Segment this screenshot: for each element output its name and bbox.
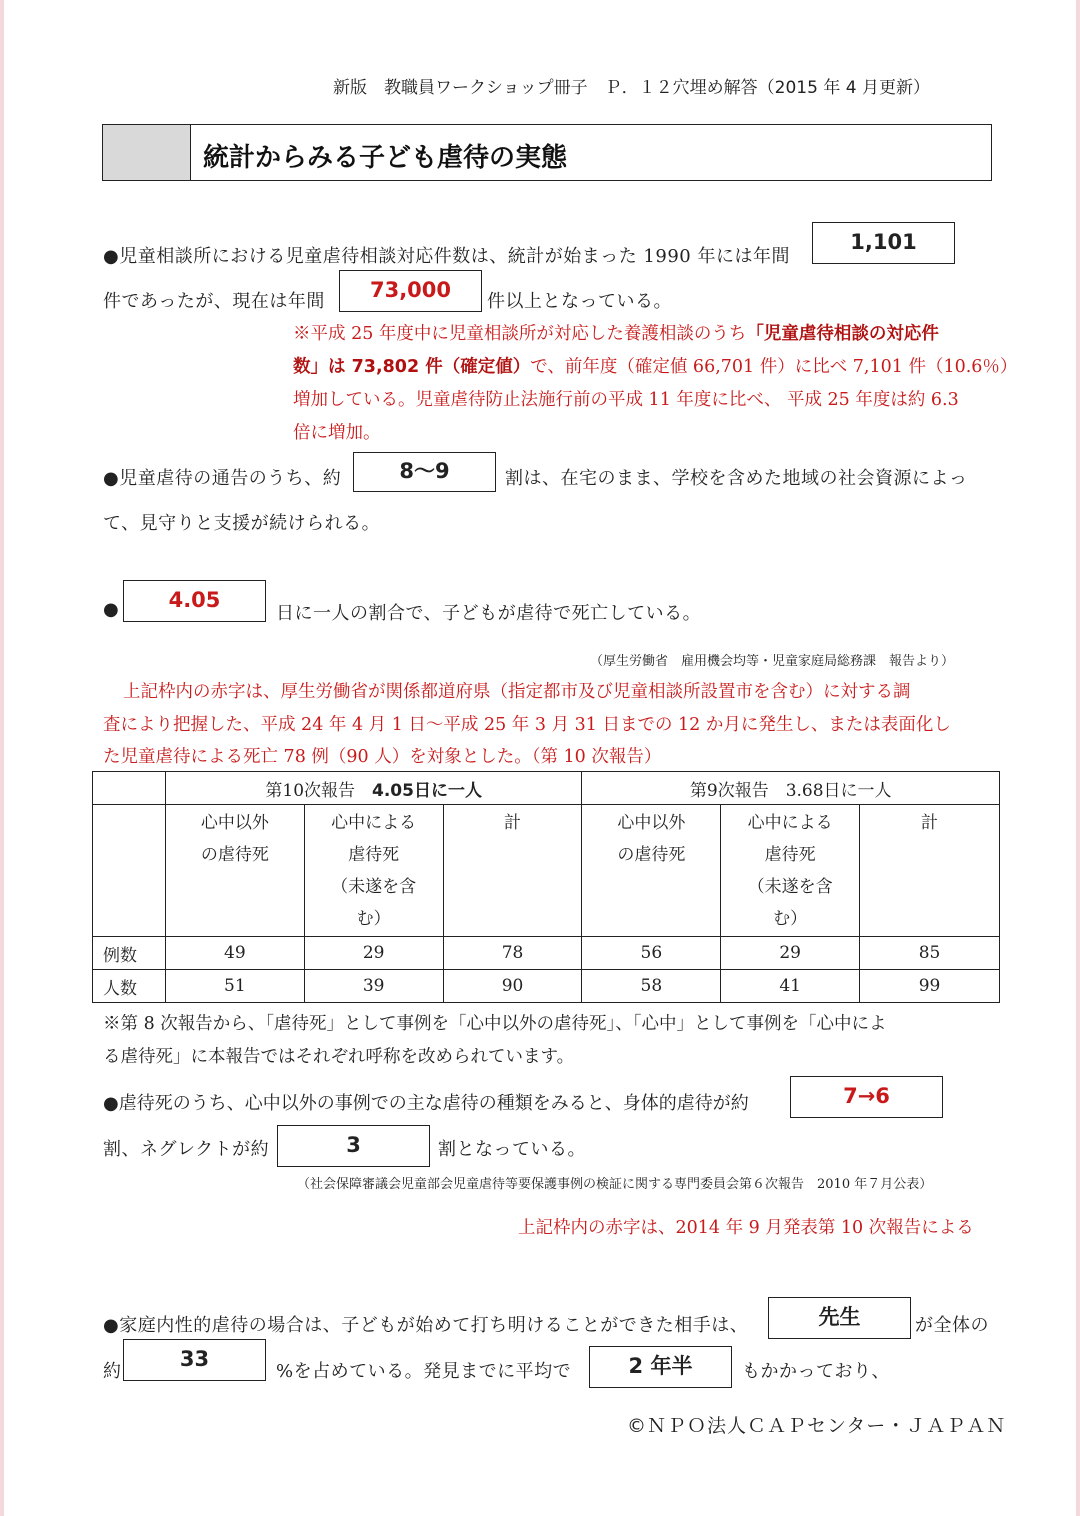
s5-line2c: もかかっており、 (742, 1361, 890, 1382)
table-cell: 29 (721, 937, 860, 970)
subheader-10-suicide (304, 805, 443, 937)
page-title: 統計からみる子ども虐待の実態 (203, 143, 568, 173)
s1-line2a: 件であったが、現在は年間 (103, 291, 325, 312)
s2-line1a: ●児童虐待の通告のうち、約 (103, 468, 342, 489)
answer-box-ratio: 8〜9 (353, 452, 496, 492)
s3-red2: 査により把握した、平成 24 年 4 月 1 日〜平成 25 年 3 月 31 日までの 12 か月に発生し、または表面化し (103, 715, 951, 735)
s4-red: 上記枠内の赤字は、2014 年 9 月発表第 10 次報告による (518, 1218, 974, 1238)
s3-red1: 上記枠内の赤字は、厚生労働省が関係都道府県（指定都市及び児童相談所設置市を含む）に対する調 (123, 682, 911, 702)
s1-note1a: ※平成 25 年度中に児童相談所が対応した養護相談のうち (293, 324, 747, 344)
sh-5-0: 計 (921, 813, 939, 833)
answer-box-percent: 33 (123, 1339, 266, 1381)
subheader-9-total (860, 805, 1000, 937)
sh-3-0: 心中以外 (617, 813, 686, 833)
s1-note-line3: 増加している。児童虐待防止法施行前の平成 11 年度に比べ、 平成 25 年度は約 6.3 (293, 390, 959, 410)
sh-4-1: 虐待死 (764, 845, 816, 865)
sh-1-0: 心中による (331, 813, 417, 833)
table-cell: 99 (860, 970, 1000, 1003)
s1-line2b: 件以上となっている。 (487, 291, 672, 312)
s1-note-line2 (293, 353, 1017, 378)
table-group-header-row (93, 772, 1000, 805)
table-subheader-row (93, 805, 1000, 937)
sh-1-1: 虐待死 (348, 845, 400, 865)
sh-3-1: の虐待死 (617, 845, 686, 865)
sh-0-0: 心中以外 (200, 813, 269, 833)
title-box (102, 124, 992, 181)
s5-line1a: ●家庭内性的虐待の場合は、子どもが始めて打ち明けることができた相手は、 (103, 1315, 749, 1336)
answer-box-physical: 7→6 (790, 1076, 943, 1118)
sh-1-2: （未遂を含 (331, 877, 417, 897)
s1-note2b: で、前年度（確定値 66,701 件）に比べ 7,101 件（10.6％） (530, 357, 1018, 377)
table-cell: 90 (443, 970, 582, 1003)
table-cell: 49 (165, 937, 304, 970)
table-row (93, 970, 1000, 1003)
answer-box-days: 4.05 (123, 580, 266, 622)
group1-bold: 4.05日に一人 (372, 780, 482, 801)
subheader-9-non-suicide (582, 805, 721, 937)
table-note2: る虐待死」に本報告ではそれぞれ呼称を改められています。 (103, 1047, 575, 1067)
table-cell: 29 (304, 937, 443, 970)
s3-line: 日に一人の割合で、子どもが虐待で死亡している。 (276, 603, 702, 624)
page-edge-left (0, 0, 4, 1516)
s4-line1: ●虐待死のうち、心中以外の事例での主な虐待の種類をみると、身体的虐待が約 (103, 1093, 749, 1114)
sh-2-0: 計 (504, 813, 521, 833)
answer-box-neglect: 3 (277, 1125, 430, 1167)
answer-box-1990: 1,101 (812, 222, 955, 264)
table-note1: ※第 8 次報告から、「虐待死」として事例を「心中以外の虐待死」、「心中」として事例を「心中によ (103, 1014, 887, 1034)
answer-box-confidant: 先生 (768, 1297, 911, 1339)
s1-note-line4: 倍に増加。 (293, 423, 381, 443)
s4-line2a: 割、ネグレクトが約 (103, 1139, 270, 1160)
subheader-10-non-suicide (165, 805, 304, 937)
table-cell: 58 (582, 970, 721, 1003)
table-corner-cell (93, 772, 166, 805)
s3-source: （厚生労働省 雇用機会均等・児童家庭局総務課 報告より） (590, 654, 955, 669)
s1-note1b: 「児童虐待相談の対応件 (746, 324, 939, 344)
s5-line2b: %を占めている。発見までに平均で (276, 1361, 572, 1382)
s5-line2a: 約 (103, 1361, 122, 1382)
s1-note2a: 数」は 73,802 件（確定値） (293, 357, 531, 377)
s2-line1b: 割は、在宅のまま、学校を含めた地域の社会資源によっ (505, 468, 968, 489)
sh-0-1: の虐待死 (200, 845, 269, 865)
table-cell: 41 (721, 970, 860, 1003)
s3-red3: た児童虐待による死亡 78 例（90 人）を対象とした。（第 10 次報告） (103, 747, 662, 767)
s3-bullet: ● (103, 599, 120, 620)
table-subheader-blank (93, 805, 166, 937)
table-cell: 78 (443, 937, 582, 970)
sh-4-3: む） (773, 909, 808, 929)
answer-box-years: 2 年半 (589, 1346, 732, 1388)
group1-label: 第10次報告 (265, 780, 373, 801)
s2-line2: て、見守りと支援が続けられる。 (103, 513, 381, 534)
s5-line1b: が全体の (915, 1315, 989, 1336)
s4-source: （社会保障審議会児童部会児童虐待等要保護事例の検証に関する専門委員会第６次報告 2010 年７月公表） (297, 1177, 933, 1192)
row-label-persons: 人数 (93, 970, 166, 1003)
page-edge-right (1076, 0, 1080, 1516)
answer-box-current: 73,000 (339, 270, 482, 312)
sh-4-2: （未遂を含 (747, 877, 833, 897)
table-row (93, 937, 1000, 970)
title-gray-block (103, 125, 191, 180)
table-cell: 85 (860, 937, 1000, 970)
s1-line1: ●児童相談所における児童虐待相談対応件数は、統計が始まった 1990 年には年間 (103, 246, 790, 267)
subheader-10-total (443, 805, 582, 937)
table-cell: 51 (165, 970, 304, 1003)
table-cell: 56 (582, 937, 721, 970)
s4-line2b: 割となっている。 (438, 1139, 586, 1160)
s1-note-line1 (293, 320, 939, 345)
row-label-cases: 例数 (93, 937, 166, 970)
subheader-9-suicide (721, 805, 860, 937)
sh-4-0: 心中による (747, 813, 833, 833)
page-header: 新版 教職員ワークショップ冊子 Ｐ．１２穴埋め解答（2015 年 4 月更新） (333, 78, 930, 98)
table-group-10th (165, 772, 582, 805)
sh-1-3: む） (356, 909, 391, 929)
footer-copyright: ©ＮＰＯ法人ＣＡＰセンター・ＪＡＰＡＮ (627, 1415, 1007, 1437)
table-cell: 39 (304, 970, 443, 1003)
table-group-9th: 第9次報告 3.68日に一人 (582, 772, 1000, 805)
death-stats-table (92, 771, 1000, 1003)
